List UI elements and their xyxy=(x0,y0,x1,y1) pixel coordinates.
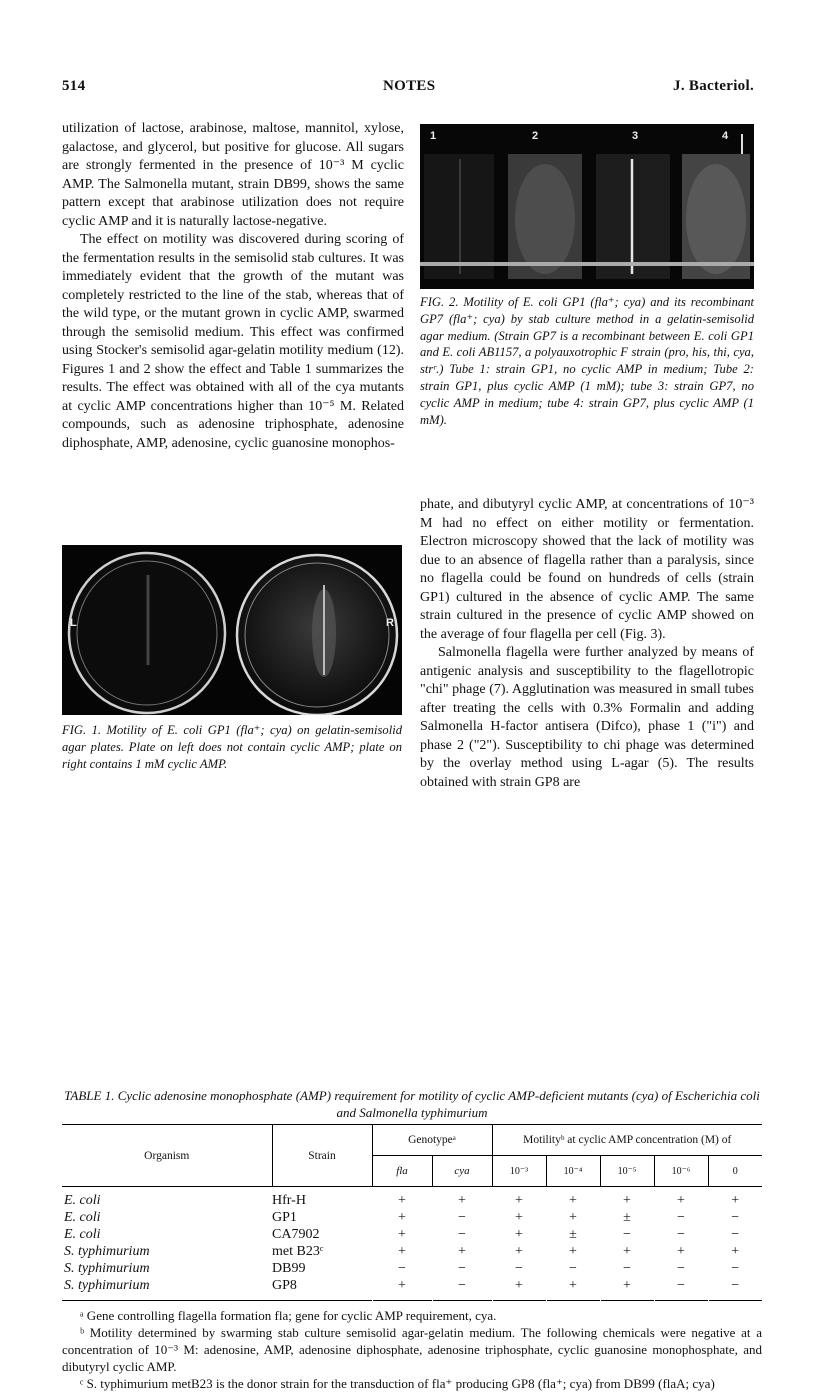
col-header-strain: Strain xyxy=(272,1125,372,1187)
table-footnotes-more xyxy=(62,1324,762,1392)
footnote-b: ᵇ Motility determined by swarming stab culture semisolid agar-gelatin medium. The following chemicals were negative at a concentration of 10⁻³ M: adenosine, AMP, adenosine diphosphate, adenosine triphosphate, cyclic guanosine monophosphate, and dibutyryl cyclic AMP. xyxy=(62,1325,762,1374)
col-header-motility: Motilityᵇ at cyclic AMP concentration (M) of xyxy=(492,1125,762,1156)
footnote-c: ᶜ S. typhimurium metB23 is the donor strain for the transduction of fla⁺ producing GP8 (fla⁺; cya) from DB99 (flaA; cya) xyxy=(80,1376,715,1391)
page-number: 514 xyxy=(62,78,86,94)
table-row: E. coli CA7902 + − + ± − − − xyxy=(64,1227,740,1242)
col-header-genotype: Genotypeᵃ xyxy=(372,1125,492,1156)
plate-right-label: R xyxy=(386,617,394,629)
paragraph: Salmonella flagella were further analyzed by means of antigenic analysis and susceptibility to the flagellotropic "chi" phage (7). Agglutination was measured in small tubes after treating the cells with 0.3% Formalin and adding Salmonella H-factor antisera (Difco), phase 1 ("i") and phase 2 ("2"). Susceptibility to chi phage was determined by the overlay method using L-agar (5). The results obtained with strain GP8 are xyxy=(420,645,754,790)
figure-2-photo xyxy=(420,124,754,289)
figure-2-caption: FIG. 2. Motility of E. coli GP1 (fla⁺; cya) and its recombinant GP7 (fla⁺; cya) by stab culture method in a gelatin-semisolid agar medium. (Strain GP7 is a recombinant between E. coli GP1 and E. coli AB1157, a polyauxotrophic F strain (pro, his, thi, cya, strʳ.) Tube 1: strain GP1, no cyclic AMP in medium; Tube 2: strain GP1, plus cyclic AMP (1 mM); tube 3: strain GP7, no cyclic AMP in medium; tube 4: strain GP7, plus cyclic AMP (1 mM). xyxy=(420,295,754,427)
petri-plates-image xyxy=(62,545,402,715)
col-header-conc: 10⁻³ xyxy=(492,1156,546,1187)
tube-label-1: 1 xyxy=(430,130,437,142)
table-row: S. typhimurium DB99 − − − − − − − xyxy=(64,1261,740,1276)
table-row: E. coli GP1 + − + + ± − − xyxy=(64,1210,740,1225)
col-header-fla: fla xyxy=(372,1156,432,1187)
paragraph: phate, and dibutyryl cyclic AMP, at concentrations of 10⁻³ M had no effect on either motility or fermentation. Electron microscopy showed that the lack of motility was due to an absence of flagella rather than a paralysis, since no flagella could be found on hundreds of cells (strain GP1) cultured in the absence of cyclic AMP. The same strain cultured in the presence of cyclic AMP showed on the average of four flagella per cell (Fig. 3). xyxy=(420,497,754,642)
stab-tubes-image xyxy=(420,124,754,289)
col-header-conc: 10⁻⁴ xyxy=(546,1156,600,1187)
paragraph: The effect on motility was discovered during scoring of the fermentation results in the semisolid stab cultures. It was immediately evident that the growth of the mutant was completely restricted to the line of the stab, whereas that of the wild type, or the mutant grown in cyclic AMP, swarmed through the semisolid medium. This effect was confirmed using Stocker's semisolid agar-gelatin motility medium (12). Figures 1 and 2 show the effect and Table 1 summarizes the results. The effect was obtained with all of the cya mutants at cyclic AMP concentrations higher than 10⁻⁵ M. Related compounds, such as adenosine triphosphate, adenosine diphosphate, AMP, adenosine, cyclic guanosine monophos- xyxy=(62,232,404,451)
table-body xyxy=(62,1187,762,1301)
section-title: NOTES xyxy=(383,78,436,94)
table-row: S. typhimurium GP8 + − + + + − − xyxy=(62,1277,762,1301)
table-1 xyxy=(62,1124,762,1301)
paragraph: utilization of lactose, arabinose, maltose, mannitol, xylose, galactose, and glycerol, but positive for glucose. All sugars are strongly fermented in the presence of 10⁻³ M cyclic AMP. The Salmonella mutant, strain DB99, shows the same pattern except that arabinose utilization does not require cyclic AMP and it is naturally lactose-negative. xyxy=(62,121,404,229)
right-column xyxy=(420,496,754,792)
footnote-a: ᵃ Gene controlling flagella formation fla; gene for cyclic AMP requirement, cya. xyxy=(80,1308,497,1323)
figure-1-photo xyxy=(62,545,402,715)
table-1-title: TABLE 1. Cyclic adenosine monophosphate (AMP) requirement for motility of cyclic AMP-deficient mutants (cya) of Escherichia coli and Salmonella typhimurium xyxy=(64,1088,760,1120)
col-header-conc: 0 xyxy=(708,1156,762,1187)
tube-label-3: 3 xyxy=(632,130,639,142)
left-column xyxy=(62,120,404,453)
plate-left-label: L xyxy=(70,617,77,629)
table-footnotes xyxy=(62,1307,762,1324)
figure-1-caption: FIG. 1. Motility of E. coli GP1 (fla⁺; cya) on gelatin-semisolid agar plates. Plate on left does not contain cyclic AMP; plate on right contains 1 mM cyclic AMP. xyxy=(62,723,402,771)
table-row: E. coli Hfr-H + + + + + + + xyxy=(64,1193,740,1208)
col-header-conc: 10⁻⁶ xyxy=(654,1156,708,1187)
tube-label-4: 4 xyxy=(722,130,729,142)
journal-name: J. Bacteriol. xyxy=(673,78,754,94)
table-row: S. typhimurium met B23ᶜ + + + + + + + xyxy=(64,1244,740,1259)
col-header-cya: cya xyxy=(432,1156,492,1187)
tube-label-2: 2 xyxy=(532,130,539,142)
col-header-organism: Organism xyxy=(62,1125,272,1187)
col-header-conc: 10⁻⁵ xyxy=(600,1156,654,1187)
